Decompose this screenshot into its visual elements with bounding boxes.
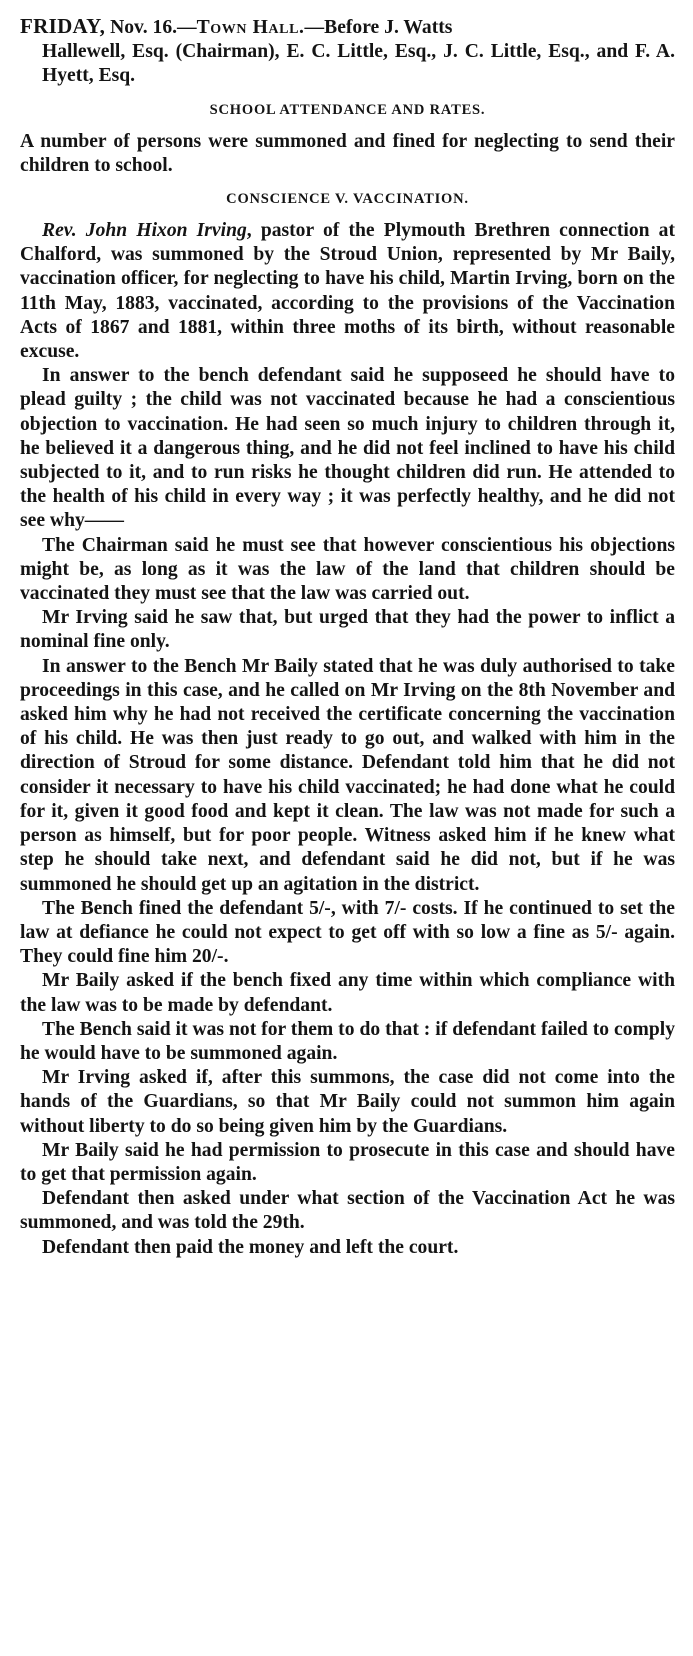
section-heading-vaccination: CONSCIENCE V. VACCINATION.	[226, 191, 469, 208]
paragraph-lead	[20, 219, 675, 364]
paragraph: Mr Irving asked if, after this summons, the case did not come into the hands of the Guardians, so that Mr Baily could not summon him again without liberty to do so being given him by the Guardians.	[20, 1067, 675, 1137]
defendant-name: Rev. John Hixon Irving	[42, 220, 247, 242]
paragraph: The Bench fined the defendant 5/-, with 7/- costs. If he continued to set the law at defiance he could not expect to get off with so low a fine as 5/- again. They could fine him 20/-.	[20, 897, 675, 968]
paragraph: Mr Baily said he had permission to prosecute in this case and should have to get that permission again.	[20, 1139, 675, 1185]
paragraph: In answer to the bench defendant said he supposeed he should have to plead guilty ; the child was not vaccinated because he had a conscientious objection to vaccination. He had seen so much injury to children through it, he believed it a dangerous thing, and he did not feel inclined to have his child subjected to it, and to run risks he thought children did run. He attended to the health of his child in every way ; it was perfectly healthy, and he did not see why——	[20, 365, 675, 532]
court-intro	[20, 14, 675, 40]
lead-text: , pastor of the Plymouth Brethren connection at Chalford, was summoned by the Stroud Union, represented by Mr Baily, vaccination officer, for neglecting to have his child, Martin Irving, born on the 11th May, 1883, vaccinated, according to the provisions of the Vaccination Acts of 1867 and 1881, within three moths of its birth, without reasonable excuse.	[20, 220, 675, 363]
paragraph: Defendant then paid the money and left the court.	[42, 1236, 459, 1258]
paragraph: Mr Irving said he saw that, but urged that they had the power to inflict a nominal fine only.	[20, 607, 675, 653]
intro-day: FRIDAY,	[20, 14, 106, 38]
paragraph: The Chairman said he must see that however conscientious his objections might be, as long as it was the law of the land that children should be vaccinated they must see that the law was carried out.	[20, 534, 675, 605]
intro-place: Town Hall.	[196, 17, 305, 38]
section-heading-school: SCHOOL ATTENDANCE AND RATES.	[209, 101, 486, 118]
paragraph: Defendant then asked under what section of the Vaccination Act he was summoned, and was told the 29th.	[20, 1188, 675, 1234]
paragraph-school: A number of persons were summoned and fined for neglecting to send their children to school.	[20, 130, 675, 176]
court-intro-bench: Hallewell, Esq. (Chairman), E. C. Little, Esq., J. C. Little, Esq., and F. A. Hyett, Esq.	[42, 41, 675, 87]
paragraph: Mr Baily asked if the bench fixed any time within which compliance with the law was to be made by defendant.	[20, 970, 675, 1016]
intro-date: Nov. 16.—	[105, 17, 197, 38]
paragraph: In answer to the Bench Mr Baily stated that he was duly authorised to take proceedings in this case, and he called on Mr Irving on the 8th November and asked him why he had not received the certificate concerning the vaccination of his child. He was then just ready to go out, and walked with him in the direction of Stroud for some distance. Defendant told him that he did not consider it necessary to have his child vaccinated; he had done what he could for it, given it good food and kept it clean. The law was not made for such a person as himself, but for poor people. Witness asked him if he knew what step he should take next, and defendant said he did not, but if he was summoned he should get up an agitation in the district.	[20, 655, 675, 895]
intro-bench-a: —Before J. Watts	[304, 17, 453, 38]
paragraph: The Bench said it was not for them to do that : if defendant failed to comply he would have to be summoned again.	[20, 1018, 675, 1064]
